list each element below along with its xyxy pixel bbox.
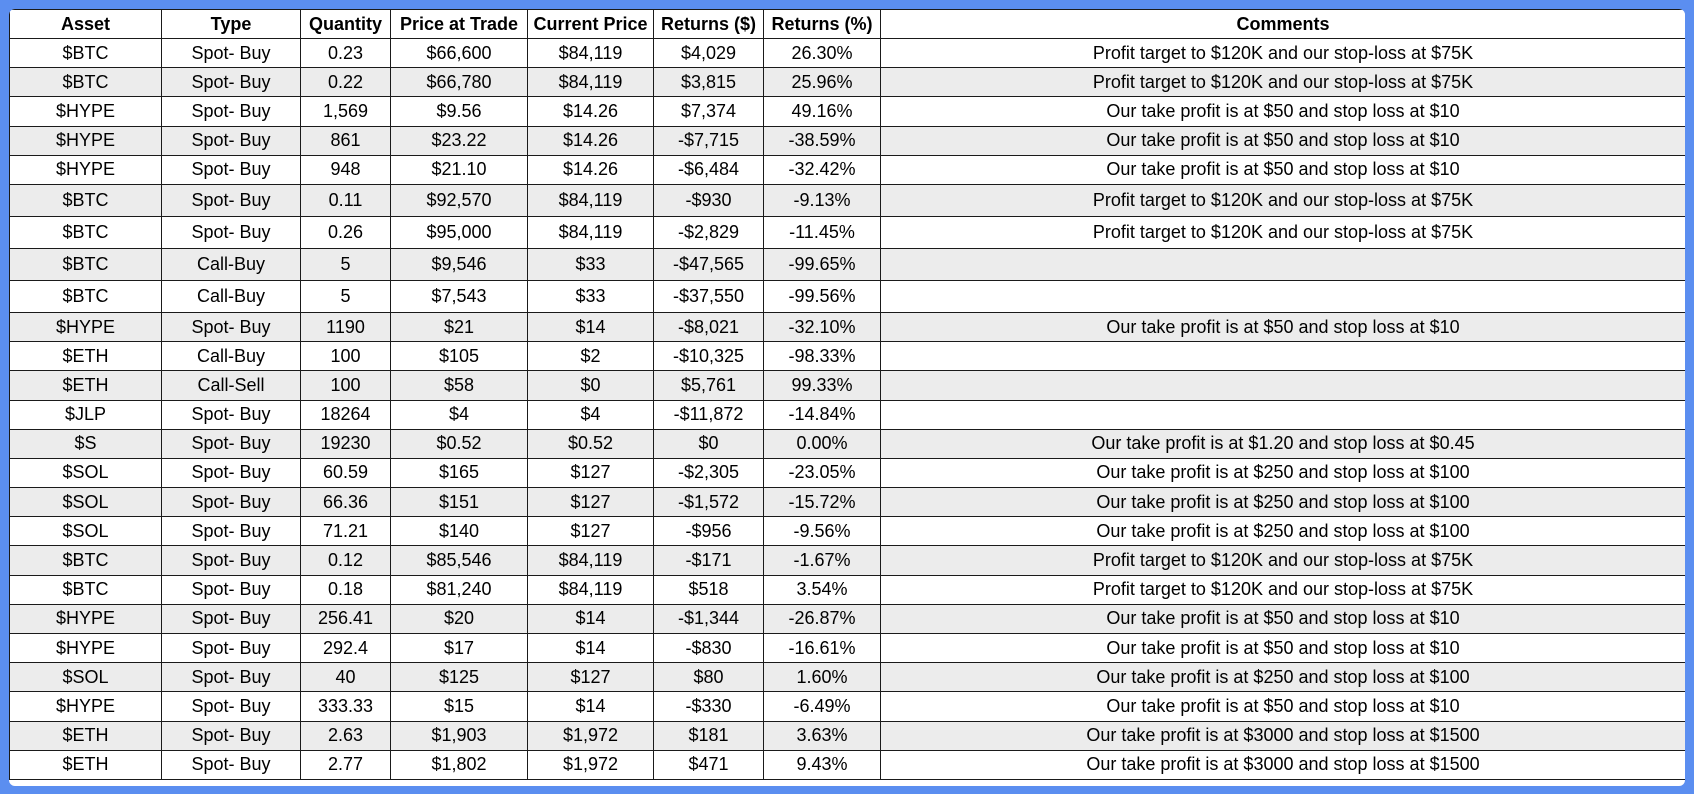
- cell-current-price: $2: [528, 342, 654, 371]
- cell-comments: Profit target to $120K and our stop-loss at $75K: [881, 184, 1686, 216]
- cell-comments: Our take profit is at $50 and stop loss at $10: [881, 126, 1686, 155]
- table-row: [10, 429, 1686, 458]
- table-row: [10, 68, 1686, 97]
- header-row: [10, 10, 1686, 39]
- cell-current-price: $0.52: [528, 429, 654, 458]
- table-row: [10, 39, 1686, 68]
- cell-current-price: $33: [528, 280, 654, 312]
- cell-quantity: 256.41: [301, 604, 391, 633]
- cell-returns-usd: -$47,565: [654, 248, 764, 280]
- cell-price-at-trade: $1,802: [391, 750, 528, 779]
- cell-price-at-trade: $23.22: [391, 126, 528, 155]
- cell-asset: $ETH: [10, 721, 162, 750]
- cell-returns-pct: -98.33%: [764, 342, 881, 371]
- table-row: [10, 546, 1686, 575]
- cell-returns-usd: -$830: [654, 634, 764, 663]
- cell-returns-pct: 0.00%: [764, 429, 881, 458]
- cell-current-price: $127: [528, 458, 654, 487]
- table-row: [10, 184, 1686, 216]
- header-type: Type: [162, 10, 301, 39]
- cell-current-price: $127: [528, 517, 654, 546]
- cell-type: Spot- Buy: [162, 126, 301, 155]
- cell-comments: Profit target to $120K and our stop-loss at $75K: [881, 575, 1686, 604]
- cell-asset: $ETH: [10, 371, 162, 400]
- cell-returns-usd: -$37,550: [654, 280, 764, 312]
- cell-asset: $S: [10, 429, 162, 458]
- cell-price-at-trade: $9.56: [391, 97, 528, 126]
- cell-price-at-trade: $95,000: [391, 216, 528, 248]
- cell-current-price: $127: [528, 663, 654, 692]
- cell-returns-pct: -1.67%: [764, 546, 881, 575]
- cell-asset: $HYPE: [10, 312, 162, 341]
- cell-type: Spot- Buy: [162, 184, 301, 216]
- cell-comments: Our take profit is at $50 and stop loss at $10: [881, 155, 1686, 184]
- cell-quantity: 60.59: [301, 458, 391, 487]
- cell-returns-pct: 1.60%: [764, 663, 881, 692]
- cell-current-price: $14: [528, 692, 654, 721]
- cell-returns-pct: -11.45%: [764, 216, 881, 248]
- cell-asset: $BTC: [10, 546, 162, 575]
- cell-returns-pct: 49.16%: [764, 97, 881, 126]
- cell-asset: $HYPE: [10, 155, 162, 184]
- cell-quantity: 0.12: [301, 546, 391, 575]
- table-row: [10, 248, 1686, 280]
- header-comments: Comments: [881, 10, 1686, 39]
- cell-type: Spot- Buy: [162, 488, 301, 517]
- cell-quantity: 0.22: [301, 68, 391, 97]
- table-row: [10, 663, 1686, 692]
- cell-price-at-trade: $0.52: [391, 429, 528, 458]
- cell-returns-pct: -99.65%: [764, 248, 881, 280]
- table-row: [10, 458, 1686, 487]
- cell-returns-usd: -$11,872: [654, 400, 764, 429]
- cell-current-price: $14.26: [528, 155, 654, 184]
- cell-asset: $BTC: [10, 216, 162, 248]
- cell-returns-pct: -9.56%: [764, 517, 881, 546]
- header-returns-usd: Returns ($): [654, 10, 764, 39]
- cell-returns-usd: -$930: [654, 184, 764, 216]
- cell-asset: $HYPE: [10, 692, 162, 721]
- cell-price-at-trade: $66,600: [391, 39, 528, 68]
- cell-quantity: 66.36: [301, 488, 391, 517]
- cell-returns-pct: -32.10%: [764, 312, 881, 341]
- cell-price-at-trade: $92,570: [391, 184, 528, 216]
- cell-comments: [881, 371, 1686, 400]
- cell-returns-usd: -$8,021: [654, 312, 764, 341]
- cell-returns-pct: 3.63%: [764, 721, 881, 750]
- cell-asset: $BTC: [10, 280, 162, 312]
- table-row: [10, 750, 1686, 779]
- cell-type: Spot- Buy: [162, 68, 301, 97]
- cell-returns-usd: $3,815: [654, 68, 764, 97]
- cell-returns-pct: 26.30%: [764, 39, 881, 68]
- cell-current-price: $1,972: [528, 721, 654, 750]
- cell-quantity: 19230: [301, 429, 391, 458]
- cell-price-at-trade: $20: [391, 604, 528, 633]
- cell-returns-usd: -$2,829: [654, 216, 764, 248]
- cell-asset: $SOL: [10, 488, 162, 517]
- table-row: [10, 400, 1686, 429]
- cell-asset: $BTC: [10, 575, 162, 604]
- cell-returns-usd: $7,374: [654, 97, 764, 126]
- cell-type: Call-Buy: [162, 248, 301, 280]
- cell-type: Spot- Buy: [162, 400, 301, 429]
- cell-asset: $SOL: [10, 517, 162, 546]
- cell-comments: Our take profit is at $50 and stop loss at $10: [881, 634, 1686, 663]
- table-row: [10, 126, 1686, 155]
- cell-quantity: 5: [301, 248, 391, 280]
- cell-returns-pct: 9.43%: [764, 750, 881, 779]
- cell-returns-usd: -$1,344: [654, 604, 764, 633]
- cell-returns-pct: -32.42%: [764, 155, 881, 184]
- table-row: [10, 312, 1686, 341]
- table-row: [10, 692, 1686, 721]
- cell-returns-usd: $80: [654, 663, 764, 692]
- cell-type: Spot- Buy: [162, 429, 301, 458]
- cell-asset: $SOL: [10, 458, 162, 487]
- header-returns-pct: Returns (%): [764, 10, 881, 39]
- cell-type: Spot- Buy: [162, 517, 301, 546]
- cell-type: Spot- Buy: [162, 721, 301, 750]
- table-row: [10, 634, 1686, 663]
- cell-current-price: $14: [528, 604, 654, 633]
- cell-price-at-trade: $7,543: [391, 280, 528, 312]
- cell-current-price: $14.26: [528, 126, 654, 155]
- trades-table-frame: [9, 9, 1685, 786]
- table-row: [10, 721, 1686, 750]
- cell-quantity: 292.4: [301, 634, 391, 663]
- cell-asset: $SOL: [10, 663, 162, 692]
- header-current-price: Current Price: [528, 10, 654, 39]
- cell-returns-pct: -23.05%: [764, 458, 881, 487]
- cell-current-price: $84,119: [528, 184, 654, 216]
- cell-type: Spot- Buy: [162, 458, 301, 487]
- cell-type: Spot- Buy: [162, 155, 301, 184]
- cell-asset: $BTC: [10, 248, 162, 280]
- cell-returns-pct: -38.59%: [764, 126, 881, 155]
- cell-comments: Our take profit is at $50 and stop loss at $10: [881, 312, 1686, 341]
- cell-price-at-trade: $17: [391, 634, 528, 663]
- cell-type: Spot- Buy: [162, 575, 301, 604]
- cell-comments: Our take profit is at $3000 and stop loss at $1500: [881, 721, 1686, 750]
- cell-returns-pct: -15.72%: [764, 488, 881, 517]
- table-row: [10, 97, 1686, 126]
- table-row: [10, 575, 1686, 604]
- cell-comments: Profit target to $120K and our stop-loss at $75K: [881, 216, 1686, 248]
- cell-comments: Our take profit is at $50 and stop loss at $10: [881, 692, 1686, 721]
- cell-type: Spot- Buy: [162, 312, 301, 341]
- cell-comments: Our take profit is at $250 and stop loss at $100: [881, 458, 1686, 487]
- cell-price-at-trade: $66,780: [391, 68, 528, 97]
- cell-current-price: $84,119: [528, 575, 654, 604]
- cell-comments: Profit target to $120K and our stop-loss at $75K: [881, 39, 1686, 68]
- cell-returns-usd: -$10,325: [654, 342, 764, 371]
- cell-quantity: 1,569: [301, 97, 391, 126]
- header-asset: Asset: [10, 10, 162, 39]
- cell-price-at-trade: $1,903: [391, 721, 528, 750]
- cell-returns-usd: $4,029: [654, 39, 764, 68]
- cell-returns-usd: -$2,305: [654, 458, 764, 487]
- cell-asset: $BTC: [10, 39, 162, 68]
- header-price-at-trade: Price at Trade: [391, 10, 528, 39]
- table-row: [10, 155, 1686, 184]
- cell-returns-usd: -$956: [654, 517, 764, 546]
- cell-asset: $ETH: [10, 342, 162, 371]
- cell-asset: $BTC: [10, 184, 162, 216]
- cell-price-at-trade: $21.10: [391, 155, 528, 184]
- cell-comments: Our take profit is at $3000 and stop loss at $1500: [881, 750, 1686, 779]
- cell-type: Spot- Buy: [162, 634, 301, 663]
- cell-type: Spot- Buy: [162, 604, 301, 633]
- cell-current-price: $84,119: [528, 68, 654, 97]
- cell-quantity: 40: [301, 663, 391, 692]
- cell-price-at-trade: $15: [391, 692, 528, 721]
- cell-quantity: 948: [301, 155, 391, 184]
- table-row: [10, 604, 1686, 633]
- table-row: [10, 216, 1686, 248]
- trades-table: [9, 9, 1685, 780]
- cell-comments: [881, 342, 1686, 371]
- cell-quantity: 2.77: [301, 750, 391, 779]
- cell-current-price: $84,119: [528, 546, 654, 575]
- cell-quantity: 5: [301, 280, 391, 312]
- table-body: [10, 39, 1686, 780]
- cell-returns-usd: -$330: [654, 692, 764, 721]
- cell-price-at-trade: $85,546: [391, 546, 528, 575]
- cell-current-price: $127: [528, 488, 654, 517]
- cell-asset: $HYPE: [10, 634, 162, 663]
- cell-quantity: 18264: [301, 400, 391, 429]
- cell-quantity: 861: [301, 126, 391, 155]
- cell-quantity: 100: [301, 371, 391, 400]
- cell-comments: Our take profit is at $250 and stop loss at $100: [881, 663, 1686, 692]
- cell-comments: [881, 280, 1686, 312]
- cell-returns-pct: -99.56%: [764, 280, 881, 312]
- cell-comments: [881, 400, 1686, 429]
- cell-returns-pct: 25.96%: [764, 68, 881, 97]
- cell-price-at-trade: $9,546: [391, 248, 528, 280]
- cell-asset: $JLP: [10, 400, 162, 429]
- table-row: [10, 342, 1686, 371]
- cell-price-at-trade: $4: [391, 400, 528, 429]
- cell-returns-pct: -26.87%: [764, 604, 881, 633]
- cell-comments: [881, 248, 1686, 280]
- cell-price-at-trade: $125: [391, 663, 528, 692]
- cell-type: Spot- Buy: [162, 692, 301, 721]
- cell-price-at-trade: $105: [391, 342, 528, 371]
- cell-current-price: $0: [528, 371, 654, 400]
- cell-returns-pct: -9.13%: [764, 184, 881, 216]
- cell-type: Spot- Buy: [162, 546, 301, 575]
- cell-type: Spot- Buy: [162, 39, 301, 68]
- cell-quantity: 2.63: [301, 721, 391, 750]
- cell-quantity: 333.33: [301, 692, 391, 721]
- cell-comments: Our take profit is at $50 and stop loss at $10: [881, 604, 1686, 633]
- cell-returns-pct: 99.33%: [764, 371, 881, 400]
- cell-current-price: $4: [528, 400, 654, 429]
- cell-returns-pct: -16.61%: [764, 634, 881, 663]
- cell-type: Spot- Buy: [162, 216, 301, 248]
- cell-comments: Profit target to $120K and our stop-loss at $75K: [881, 546, 1686, 575]
- cell-type: Call-Buy: [162, 280, 301, 312]
- cell-comments: Our take profit is at $50 and stop loss at $10: [881, 97, 1686, 126]
- cell-type: Spot- Buy: [162, 750, 301, 779]
- cell-asset: $BTC: [10, 68, 162, 97]
- cell-comments: Our take profit is at $250 and stop loss at $100: [881, 488, 1686, 517]
- cell-quantity: 71.21: [301, 517, 391, 546]
- cell-price-at-trade: $21: [391, 312, 528, 341]
- cell-price-at-trade: $58: [391, 371, 528, 400]
- cell-price-at-trade: $165: [391, 458, 528, 487]
- cell-current-price: $84,119: [528, 216, 654, 248]
- cell-returns-usd: $518: [654, 575, 764, 604]
- cell-type: Spot- Buy: [162, 663, 301, 692]
- cell-quantity: 100: [301, 342, 391, 371]
- cell-current-price: $33: [528, 248, 654, 280]
- cell-current-price: $1,972: [528, 750, 654, 779]
- cell-returns-pct: 3.54%: [764, 575, 881, 604]
- cell-comments: Profit target to $120K and our stop-loss at $75K: [881, 68, 1686, 97]
- cell-returns-usd: $0: [654, 429, 764, 458]
- cell-price-at-trade: $151: [391, 488, 528, 517]
- cell-current-price: $14: [528, 312, 654, 341]
- cell-returns-usd: -$1,572: [654, 488, 764, 517]
- cell-returns-usd: $181: [654, 721, 764, 750]
- cell-current-price: $14.26: [528, 97, 654, 126]
- table-row: [10, 371, 1686, 400]
- cell-current-price: $84,119: [528, 39, 654, 68]
- cell-quantity: 0.26: [301, 216, 391, 248]
- cell-asset: $HYPE: [10, 97, 162, 126]
- cell-returns-usd: -$6,484: [654, 155, 764, 184]
- cell-asset: $HYPE: [10, 604, 162, 633]
- cell-quantity: 0.18: [301, 575, 391, 604]
- cell-quantity: 0.23: [301, 39, 391, 68]
- cell-quantity: 1190: [301, 312, 391, 341]
- cell-returns-usd: -$171: [654, 546, 764, 575]
- cell-returns-pct: -14.84%: [764, 400, 881, 429]
- cell-returns-pct: -6.49%: [764, 692, 881, 721]
- cell-type: Call-Buy: [162, 342, 301, 371]
- cell-comments: Our take profit is at $1.20 and stop loss at $0.45: [881, 429, 1686, 458]
- cell-type: Call-Sell: [162, 371, 301, 400]
- cell-asset: $HYPE: [10, 126, 162, 155]
- cell-current-price: $14: [528, 634, 654, 663]
- cell-asset: $ETH: [10, 750, 162, 779]
- table-row: [10, 517, 1686, 546]
- cell-returns-usd: -$7,715: [654, 126, 764, 155]
- cell-type: Spot- Buy: [162, 97, 301, 126]
- header-quantity: Quantity: [301, 10, 391, 39]
- cell-returns-usd: $471: [654, 750, 764, 779]
- cell-price-at-trade: $81,240: [391, 575, 528, 604]
- cell-price-at-trade: $140: [391, 517, 528, 546]
- cell-quantity: 0.11: [301, 184, 391, 216]
- cell-comments: Our take profit is at $250 and stop loss at $100: [881, 517, 1686, 546]
- table-row: [10, 488, 1686, 517]
- table-row: [10, 280, 1686, 312]
- cell-returns-usd: $5,761: [654, 371, 764, 400]
